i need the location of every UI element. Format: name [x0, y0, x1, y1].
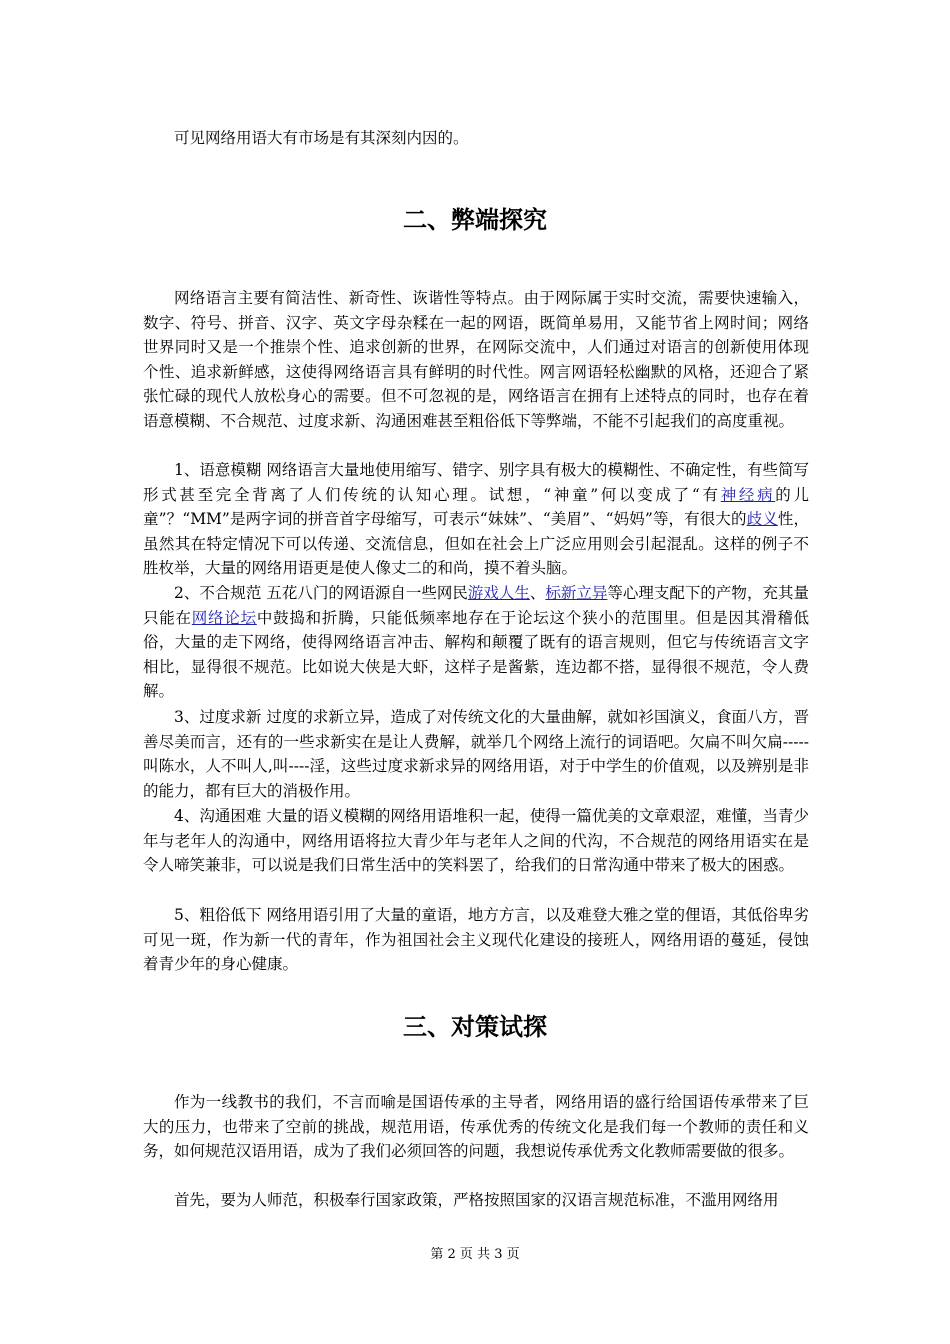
text-segment: 等心理支配下的产物，充其量只能在	[143, 584, 809, 627]
point-ambiguity-paragraph	[143, 458, 809, 581]
link-biaoxinliyi[interactable]: 标新立异	[545, 584, 608, 602]
point-communication-paragraph: 4、沟通困难 大量的语义模糊的网络用语堆积一起，使得一篇优美的文章艰涩，难懂，当青少年与老年人的沟通中，网络用语将拉大青少年与老年人之间的代沟，不合规范的网络用语实在是令人啼笑兼非，可以说是我们日常生活中的笑料罢了，给我们的日常沟通中带来了极大的困惑。	[143, 807, 809, 875]
countermeasures-first-paragraph: 首先，要为人师范，积极奉行国家政策，严格按照国家的汉语言规范标准，不滥用网络用	[174, 1191, 779, 1209]
link-youxirensheng[interactable]: 游戏人生	[467, 584, 530, 602]
link-wangluoluntan[interactable]: 网络论坛	[191, 608, 257, 627]
page-number-footer: 第 2 页 共 3 页	[430, 1247, 520, 1262]
text-segment: 性，虽然其在特定情况下可以传递、交流信息，但如在社会上广泛应用则会引起混乱。这样的例子不胜枚举，大量的网络用语更是使人像丈二的和尚，摸不着头脑。	[143, 510, 809, 578]
section-heading-drawbacks: 二、弊端探究	[403, 206, 547, 234]
link-qiyi[interactable]: 歧义	[746, 510, 778, 529]
text-segment: 1、语意模糊 网络语言大量地使用缩写、错字、别字具有极大的模糊性、不确定性，有些简写形式甚至完全背离了人们传统的认知心理。试想，“神童”何以变成了“有	[143, 461, 809, 504]
point-vulgarity-paragraph: 5、粗俗低下 网络用语引用了大量的童语，地方方言，以及难登大雅之堂的俚语，其低俗卑劣可见一斑，作为新一代的青年，作为祖国社会主义现代化建设的接班人，网络用语的蔓延，侵蚀着青少年的身心健康。	[143, 906, 809, 974]
countermeasures-overview-paragraph: 作为一线教书的我们，不言而喻是国语传承的主导者，网络用语的盛行给国语传承带来了巨大的压力，也带来了空前的挑战，规范用语，传承优秀的传统文化是我们每一个教师的责任和义务，如何规范汉语用语，成为了我们必须回答的问题，我想说传承优秀文化教师需要做的很多。	[143, 1093, 809, 1161]
text-segment: 的儿童”？“MM”是两字词的拼音首字母缩写，可表示“妹妹”、“美眉”、“妈妈”等，有很大的	[143, 485, 809, 529]
text-segment: 2、不合规范 五花八门的网语源自一些网民	[174, 584, 468, 602]
link-shenjingbing[interactable]: 神经病	[720, 485, 776, 504]
text-segment: 、	[529, 584, 546, 602]
drawbacks-overview-paragraph: 网络语言主要有简洁性、新奇性、诙谐性等特点。由于网际属于实时交流，需要快速输入，数字、符号、拼音、汉字、英文字母杂糅在一起的网语，既简单易用，又能节省上网时间；网络世界同时又是一个推崇个性、追求创新的世界，在网际交流中，人们通过对语言的创新使用体现个性、追求新鲜感，这使得网络语言具有鲜明的时代性。网言网语轻松幽默的风格，还迎合了紧张忙碌的现代人放松身心的需要。但不可忽视的是，网络语言在拥有上述特点的同时，也存在着语意模糊、不合规范、过度求新、沟通困难甚至粗俗低下等弊端，不能不引起我们的高度重视。	[143, 289, 809, 430]
text-segment: 中鼓捣和折腾，只能低频率地存在于论坛这个狭小的范围里。但是因其滑稽低俗，大量的走下网络，使得网络语言冲击、解构和颠覆了既有的语言规则，但它与传统语言文字相比，显得很不规范。比如说大侠是大虾，这样子是酱紫，连边都不搭，显得很不规范，令人费解。	[143, 608, 809, 701]
intro-paragraph: 可见网络用语大有市场是有其深刻内因的。	[174, 129, 469, 147]
point-nonstandard-paragraph	[143, 581, 809, 704]
section-heading-countermeasures: 三、对策试探	[403, 1013, 547, 1041]
point-overnovelty-paragraph: 3、过度求新 过度的求新立异，造成了对传统文化的大量曲解，就如衫国演义，食面八方，晋善尽美而言，还有的一些求新实在是让人费解，就举几个网络上流行的词语吧。欠扁不叫欠扁-----叫陈水，人不叫人,叫----淫，这些过度求新求异的网络用语，对于中学生的价值观，以及辨别是非的能力，都有巨大的消极作用。	[143, 708, 809, 800]
